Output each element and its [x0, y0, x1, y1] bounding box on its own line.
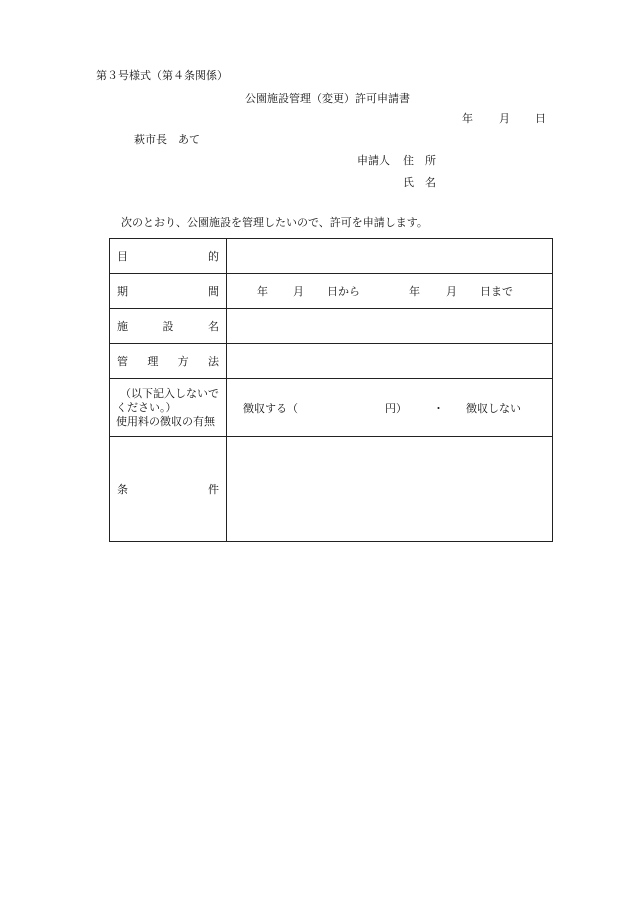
fee-note-line3: 使用料の徴収の有無	[116, 414, 215, 428]
fee-yen-label: 円）	[385, 401, 407, 415]
period-end-month: 月	[446, 285, 457, 298]
table-row-period	[110, 274, 553, 309]
label-char: 期	[117, 285, 128, 298]
applicant-address-label: 住 所	[403, 154, 436, 167]
method-field[interactable]	[227, 344, 553, 379]
fee-field	[227, 379, 553, 437]
facility-field[interactable]	[227, 309, 553, 344]
period-start-day: 日から	[327, 285, 360, 298]
period-start-year: 年	[257, 285, 268, 298]
label-char: 件	[208, 483, 219, 496]
fee-separator-dot: ・	[433, 401, 444, 415]
period-start-month: 月	[293, 285, 304, 298]
label-char: 目	[117, 250, 128, 263]
table-row-fee	[110, 379, 553, 437]
table-row-conditions	[110, 437, 553, 542]
table-row-purpose	[110, 239, 553, 274]
fee-label	[110, 379, 227, 437]
label-char: 的	[208, 250, 219, 263]
date-day-label: 日	[535, 112, 546, 125]
purpose-field[interactable]	[227, 239, 553, 274]
intro-text: 次のとおり、公園施設を管理したいので、許可を申請します。	[121, 216, 428, 229]
label-char: 管	[117, 355, 128, 368]
label-char: 理	[147, 355, 159, 368]
period-end-year: 年	[409, 285, 420, 298]
fee-note-line2: ください。）	[116, 400, 177, 414]
label-char: 法	[207, 355, 219, 368]
purpose-label	[110, 239, 227, 274]
conditions-label	[110, 437, 227, 542]
label-char: 施	[117, 320, 128, 333]
applicant-name-label: 氏 名	[403, 176, 436, 189]
table-row-facility	[110, 309, 553, 344]
method-label	[110, 344, 227, 379]
fee-no-collect-option[interactable]: 徴収しない	[466, 401, 521, 415]
label-char: 設	[162, 320, 174, 333]
fee-collect-option[interactable]: 徴収する（	[243, 401, 298, 415]
date-month-label: 月	[499, 112, 510, 125]
period-end-day: 日まで	[480, 285, 513, 298]
label-char: 間	[208, 285, 219, 298]
fee-note-line1: （以下記入しないで	[120, 386, 219, 400]
label-char: 方	[177, 355, 189, 368]
facility-label	[110, 309, 227, 344]
applicant-label: 申請人	[357, 154, 390, 167]
label-char: 条	[117, 483, 128, 496]
page-title: 公園施設管理（変更）許可申請書	[245, 92, 410, 105]
form-number: 第３号様式（第４条関係）	[96, 69, 228, 82]
date-year-label: 年	[462, 112, 473, 125]
application-table	[109, 238, 553, 542]
label-char: 名	[208, 320, 219, 333]
period-field[interactable]	[227, 274, 553, 309]
period-label	[110, 274, 227, 309]
conditions-field[interactable]	[227, 437, 553, 542]
table-row-method	[110, 344, 553, 379]
addressee: 萩市長 あて	[134, 133, 200, 146]
